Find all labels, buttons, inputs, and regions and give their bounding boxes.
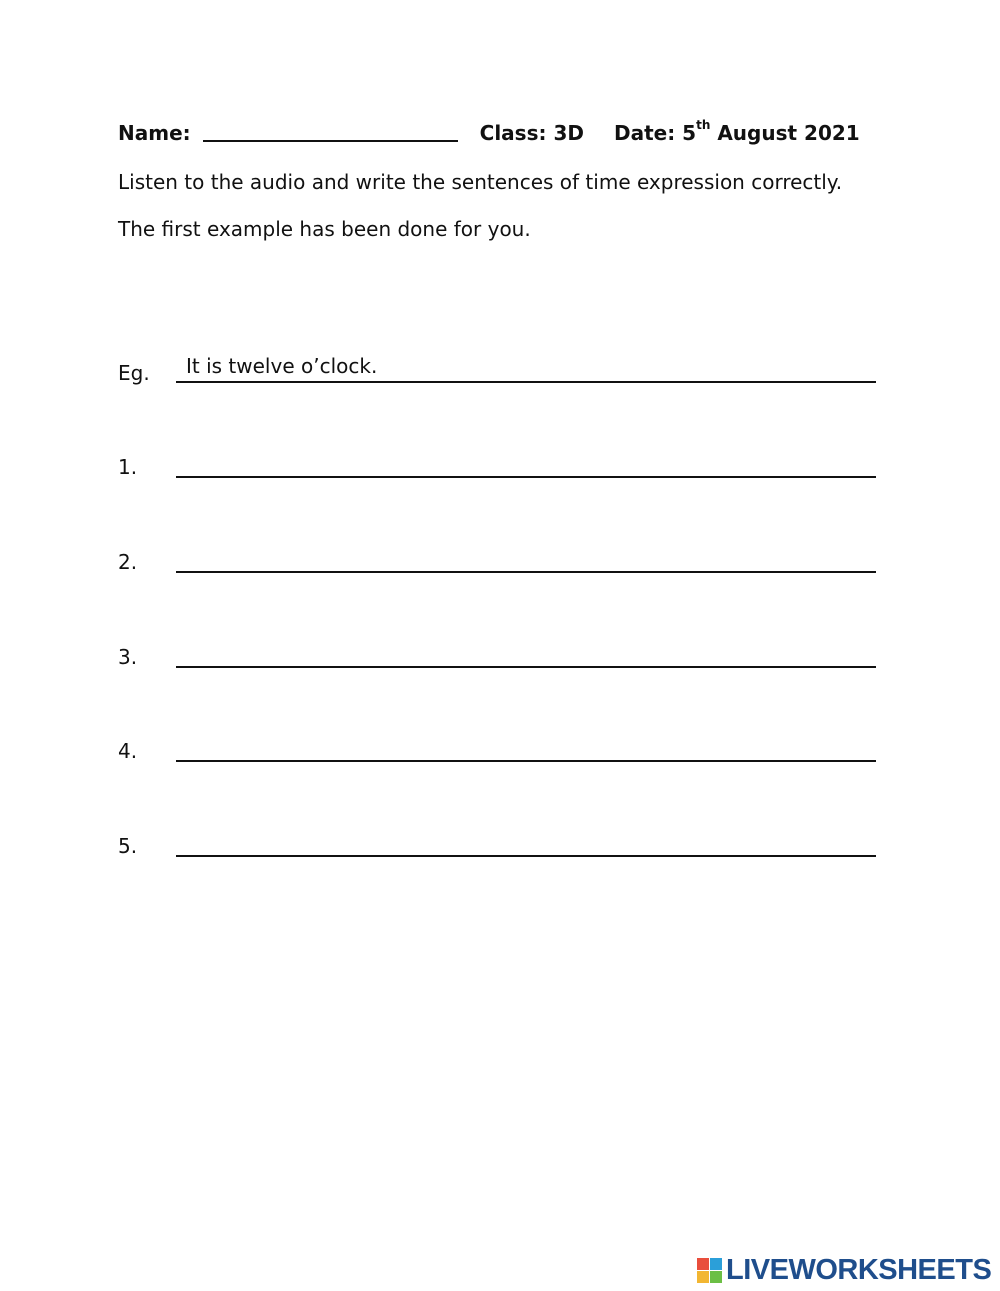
answer-line-5[interactable] bbox=[176, 855, 876, 857]
date-label: Date: 5th August 2021 bbox=[613, 118, 860, 145]
item-label-3: 3. bbox=[118, 645, 138, 669]
date-ordinal: th bbox=[696, 118, 711, 133]
name-label: Name: bbox=[118, 121, 191, 145]
logo-blocks-icon bbox=[697, 1258, 722, 1283]
item-label-1: 1. bbox=[118, 455, 138, 479]
answer-line-1[interactable] bbox=[176, 476, 876, 478]
item-label-2: 2. bbox=[118, 550, 138, 574]
worksheet-header bbox=[118, 118, 860, 145]
answer-line-2[interactable] bbox=[176, 571, 876, 573]
example-answer-line bbox=[176, 381, 876, 383]
name-input-line[interactable] bbox=[203, 120, 458, 142]
answer-line-4[interactable] bbox=[176, 760, 876, 762]
liveworksheets-logo bbox=[697, 1254, 991, 1287]
example-answer: It is twelve o’clock. bbox=[186, 354, 378, 378]
instruction-line-1: Listen to the audio and write the sentences of time expression correctly. bbox=[118, 170, 843, 194]
item-label-5: 5. bbox=[118, 834, 138, 858]
class-label: Class: 3D bbox=[479, 121, 584, 145]
logo-text: LIVEWORKSHEETS bbox=[726, 1254, 992, 1286]
answer-line-3[interactable] bbox=[176, 666, 876, 668]
instruction-line-2: The first example has been done for you. bbox=[118, 217, 531, 241]
example-label: Eg. bbox=[118, 361, 150, 385]
item-label-4: 4. bbox=[118, 739, 138, 763]
